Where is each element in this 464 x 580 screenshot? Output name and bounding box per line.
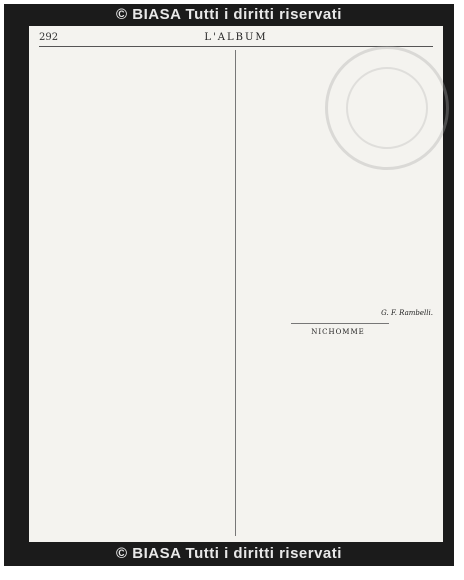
journal-page bbox=[29, 26, 443, 542]
next-article-body bbox=[243, 340, 431, 532]
watermark-bottom: © BIASA Tutti i diritti riservati bbox=[116, 545, 342, 562]
journal-title: L'ALBUM bbox=[204, 32, 268, 43]
library-stamp-mark bbox=[325, 46, 449, 170]
library-stamp-inner-ring bbox=[346, 67, 428, 149]
column-divider bbox=[235, 50, 236, 536]
scan-frame bbox=[4, 4, 454, 566]
article-left-column bbox=[41, 52, 229, 532]
next-article-title: NICHOMME bbox=[311, 328, 365, 336]
page-header bbox=[29, 32, 443, 46]
page-number: 292 bbox=[39, 32, 59, 43]
article-signature: G. F. Rambelli. bbox=[381, 309, 433, 317]
section-rule bbox=[291, 323, 389, 324]
watermark-top: © BIASA Tutti i diritti riservati bbox=[116, 6, 342, 23]
